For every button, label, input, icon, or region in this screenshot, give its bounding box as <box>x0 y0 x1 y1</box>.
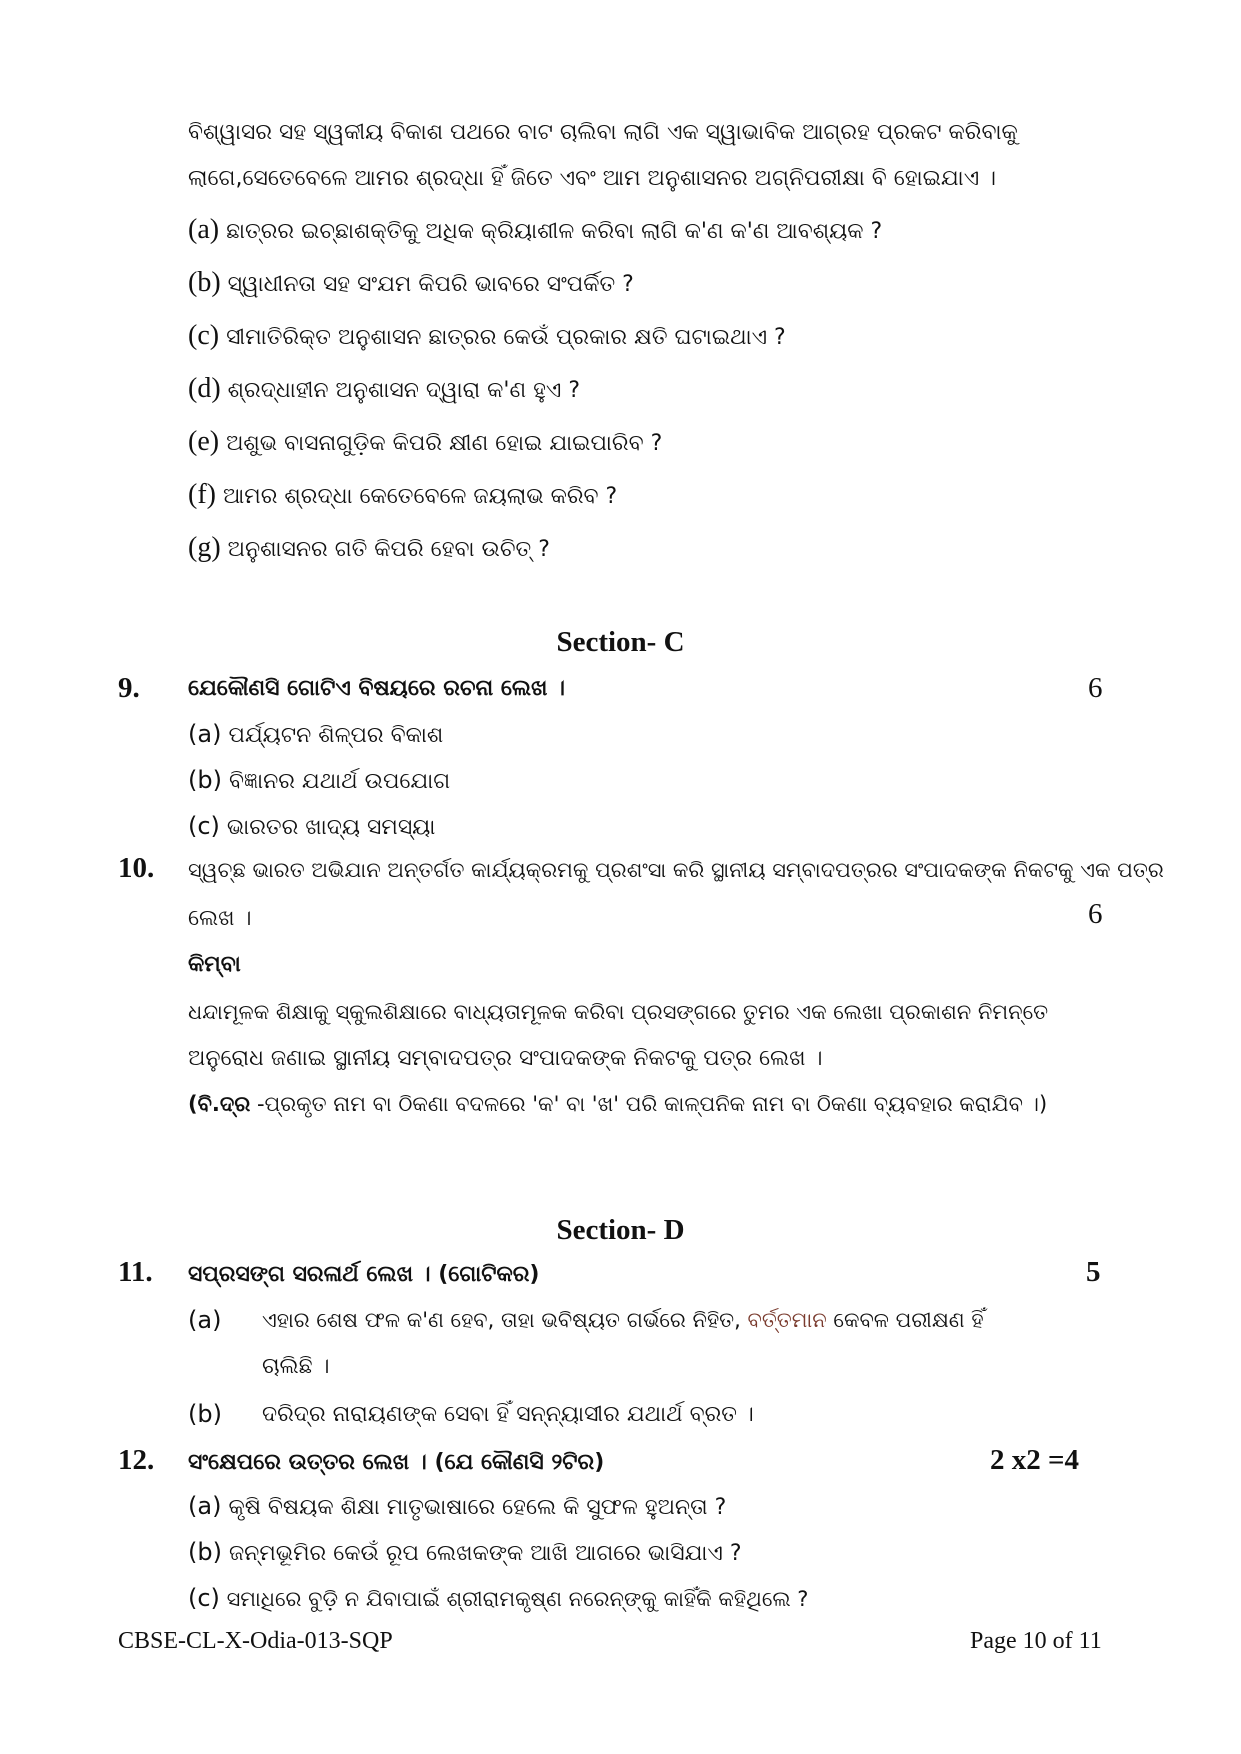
question-9-marks: 6 <box>1088 672 1103 704</box>
question-11-text: ସପ୍ରସଙ୍ଗ ସରଳାର୍ଥ ଲେଖ । (ଗୋଟିକର) <box>188 1262 540 1287</box>
question-12-option-c <box>188 1584 808 1612</box>
a-line-1-post: କେବଳ ପରୀକ୍ଷଣ ହିଁ <box>826 1308 984 1332</box>
question-9-option-a <box>188 720 443 748</box>
question-9-option-c <box>188 812 435 840</box>
question-10-number: 10. <box>118 852 155 884</box>
question-11-a-label: (a) <box>188 1306 222 1334</box>
section-d-title: Section- D <box>556 1214 685 1246</box>
a-line-1-pre: ଏହାର ଶେଷ ଫଳ କ'ଣ ହେବ, ତାହା ଭବିଷ୍ୟତ ଗର୍ଭରେ ନିହିତ, <box>262 1308 748 1332</box>
question-label: (a) <box>188 214 220 245</box>
option-text: ସମାଧିରେ ବୁଡ଼ି ନ ଯିବାପାଇଁ ଶ୍ରୀରାମକୃଷ୍ଣ ନରେନ୍ଙ୍କୁ କାହିଁକି କହିଥିଲେ ? <box>226 1587 809 1611</box>
passage-question-c <box>188 320 786 352</box>
question-11-b-label: (b) <box>188 1400 222 1428</box>
question-label: (b) <box>188 267 221 298</box>
question-text: ସ୍ୱାଧୀନତା ସହ ସଂଯମ କିପରି ଭାବରେ ସଂପର୍କିତ ? <box>227 272 634 297</box>
footer-document-code: CBSE-CL-X-Odia-013-SQP <box>118 1628 393 1654</box>
option-text: ଭାରତର ଖାଦ୍ୟ ସମସ୍ୟା <box>226 815 436 840</box>
question-11-a-line-1 <box>262 1308 984 1333</box>
question-label: (f) <box>188 479 216 510</box>
option-text: ଜନ୍ମଭୂମିର କେଉଁ ରୂପ ଲେଖକଙ୍କ ଆଖି ଆଗରେ ଭାସିଯାଏ ? <box>228 1541 742 1566</box>
question-12-number: 12. <box>118 1444 155 1476</box>
question-9-number: 9. <box>118 672 140 704</box>
option-text: ବିଜ୍ଞାନର ଯଥାର୍ଥ ଉପଯୋଗ <box>228 769 451 794</box>
passage-line-1: ବିଶ୍ୱାସର ସହ ସ୍ୱକୀୟ ବିକାଶ ପଥରେ ବାଟ ଚାଲିବା ଲାଗି ଏକ ସ୍ୱାଭାବିକ ଆଗ୍ରହ ପ୍ରକଟ କରିବାକୁ <box>188 120 1018 145</box>
option-label: (c) <box>188 812 220 840</box>
option-text: କୃଷି ବିଷୟକ ଶିକ୍ଷା ମାତୃଭାଷାରେ ହେଲେ କି ସୁଫଳ ହୁଅନ୍ତା ? <box>228 1495 727 1520</box>
question-9-option-b <box>188 766 450 794</box>
question-10-marks: 6 <box>1088 898 1103 930</box>
question-text: ଛାତ୍ରର ଇଚ୍ଛାଶକ୍ତିକୁ ଅଧିକ କ୍ରିୟାଶୀଳ କରିବା ଲାଗି କ'ଣ କ'ଣ ଆବଶ୍ୟକ ? <box>226 219 883 244</box>
question-10-or: କିମ୍ବା <box>188 952 241 977</box>
option-label: (b) <box>188 766 222 794</box>
section-c-title: Section- C <box>556 626 685 658</box>
question-text: ଅନୁଶାସନର ଗତି କିପରି ହେବା ଉଚିତ୍ ? <box>227 537 550 562</box>
question-10-alt-line-1: ଧନ୍ଦାମୂଳକ ଶିକ୍ଷାକୁ ସ୍କୁଲଶିକ୍ଷାରେ ବାଧ୍ୟତାମୂଳକ କରିବା ପ୍ରସଙ୍ଗରେ ତୁମର ଏକ ଲେଖା ପ୍ରକାଶନ ନିମନ୍ତେ <box>188 1000 1049 1024</box>
note-prefix: (ବି.ଦ୍ର <box>188 1092 251 1116</box>
question-label: (c) <box>188 320 220 351</box>
question-10-note <box>188 1092 1047 1117</box>
question-12-text: ସଂକ୍ଷେପରେ ଉତ୍ତର ଲେଖ । (ଯେ କୌଣସି ୨ଟିର) <box>188 1450 605 1475</box>
passage-line-2: ଲାଗେ,ସେତେବେଳେ ଆମର ଶ୍ରଦ୍ଧା ହିଁ ଜିତେ ଏବଂ ଆମ ଅନୁଶାସନର ଅଗ୍ନିପରୀକ୍ଷା ବି ହୋଇଯାଏ । <box>188 166 997 191</box>
passage-question-f <box>188 479 617 511</box>
passage-question-e <box>188 426 662 458</box>
question-text: ଶ୍ରଦ୍ଧାହୀନ ଅନୁଶାସନ ଦ୍ୱାରା କ'ଣ ହୁଏ ? <box>227 378 581 403</box>
question-11-b-text: ଦରିଦ୍ର ନାରାୟଣଙ୍କ ସେବା ହିଁ ସନ୍ନ୍ୟାସୀର ଯଥାର୍ଥ ବ୍ରତ । <box>262 1402 754 1427</box>
question-10-line-2: ଲେଖ । <box>188 906 252 931</box>
question-11-number: 11. <box>118 1256 153 1288</box>
question-10-line-1: ସ୍ୱଚ୍ଛ ଭାରତ ଅଭିଯାନ ଅନ୍ତର୍ଗତ କାର୍ଯ୍ୟକ୍ରମକୁ ପ୍ରଶଂସା କରି ସ୍ଥାନୀୟ ସମ୍ବାଦପତ୍ରର ସଂପାଦକଙ୍କ ନିକଟକୁ ଏକ ପତ୍ର <box>188 858 1164 882</box>
question-11-marks: 5 <box>1086 1256 1101 1288</box>
question-label: (e) <box>188 426 220 457</box>
footer-page-number: Page 10 of 11 <box>970 1628 1102 1654</box>
question-label: (g) <box>188 532 221 563</box>
note-text: -ପ୍ରକୃତ ନାମ ବା ଠିକଣା ବଦଳରେ 'କ' ବା 'ଖ' ପରି କାଳ୍ପନିକ ନାମ ବା ଠିକଣା ବ୍ୟବହାର କରାଯିବ ।) <box>250 1092 1048 1116</box>
passage-question-a <box>188 214 882 246</box>
a-line-1-highlight: ବର୍ତ୍ତମାନ <box>747 1308 827 1332</box>
question-text: ଅଶୁଭ ବାସନାଗୁଡ଼ିକ କିପରି କ୍ଷୀଣ ହୋଇ ଯାଇପାରିବ ? <box>226 431 663 456</box>
question-10-alt-line-2: ଅନୁରୋଧ ଜଣାଇ ସ୍ଥାନୀୟ ସମ୍ବାଦପତ୍ର ସଂପାଦକଙ୍କ ନିକଟକୁ ପତ୍ର ଲେଖ । <box>188 1046 823 1071</box>
option-label: (a) <box>188 1492 222 1520</box>
passage-question-b <box>188 267 634 299</box>
option-label: (c) <box>188 1584 220 1612</box>
question-11-a-line-2: ଚାଲିଛି । <box>262 1354 330 1379</box>
question-label: (d) <box>188 373 221 404</box>
question-12-option-a <box>188 1492 726 1520</box>
question-12-option-b <box>188 1538 742 1566</box>
option-text: ପର୍ଯ୍ୟଟନ ଶିଳ୍ପର ବିକାଶ <box>228 723 444 748</box>
passage-question-d <box>188 373 580 405</box>
question-text: ଆମର ଶ୍ରଦ୍ଧା କେତେବେଳେ ଜୟଲାଭ କରିବ ? <box>222 484 618 509</box>
passage-question-g <box>188 532 550 564</box>
option-label: (a) <box>188 720 222 748</box>
option-label: (b) <box>188 1538 222 1566</box>
question-12-marks: 2 x2 =4 <box>990 1444 1080 1476</box>
question-9-text: ଯେକୌଣସି ଗୋଟିଏ ବିଷୟରେ ରଚନା ଲେଖ । <box>188 676 566 701</box>
question-text: ସୀମାତିରିକ୍ତ ଅନୁଶାସନ ଛାତ୍ରର କେଉଁ ପ୍ରକାର କ୍ଷତି ଘଟାଇଥାଏ ? <box>226 325 786 350</box>
